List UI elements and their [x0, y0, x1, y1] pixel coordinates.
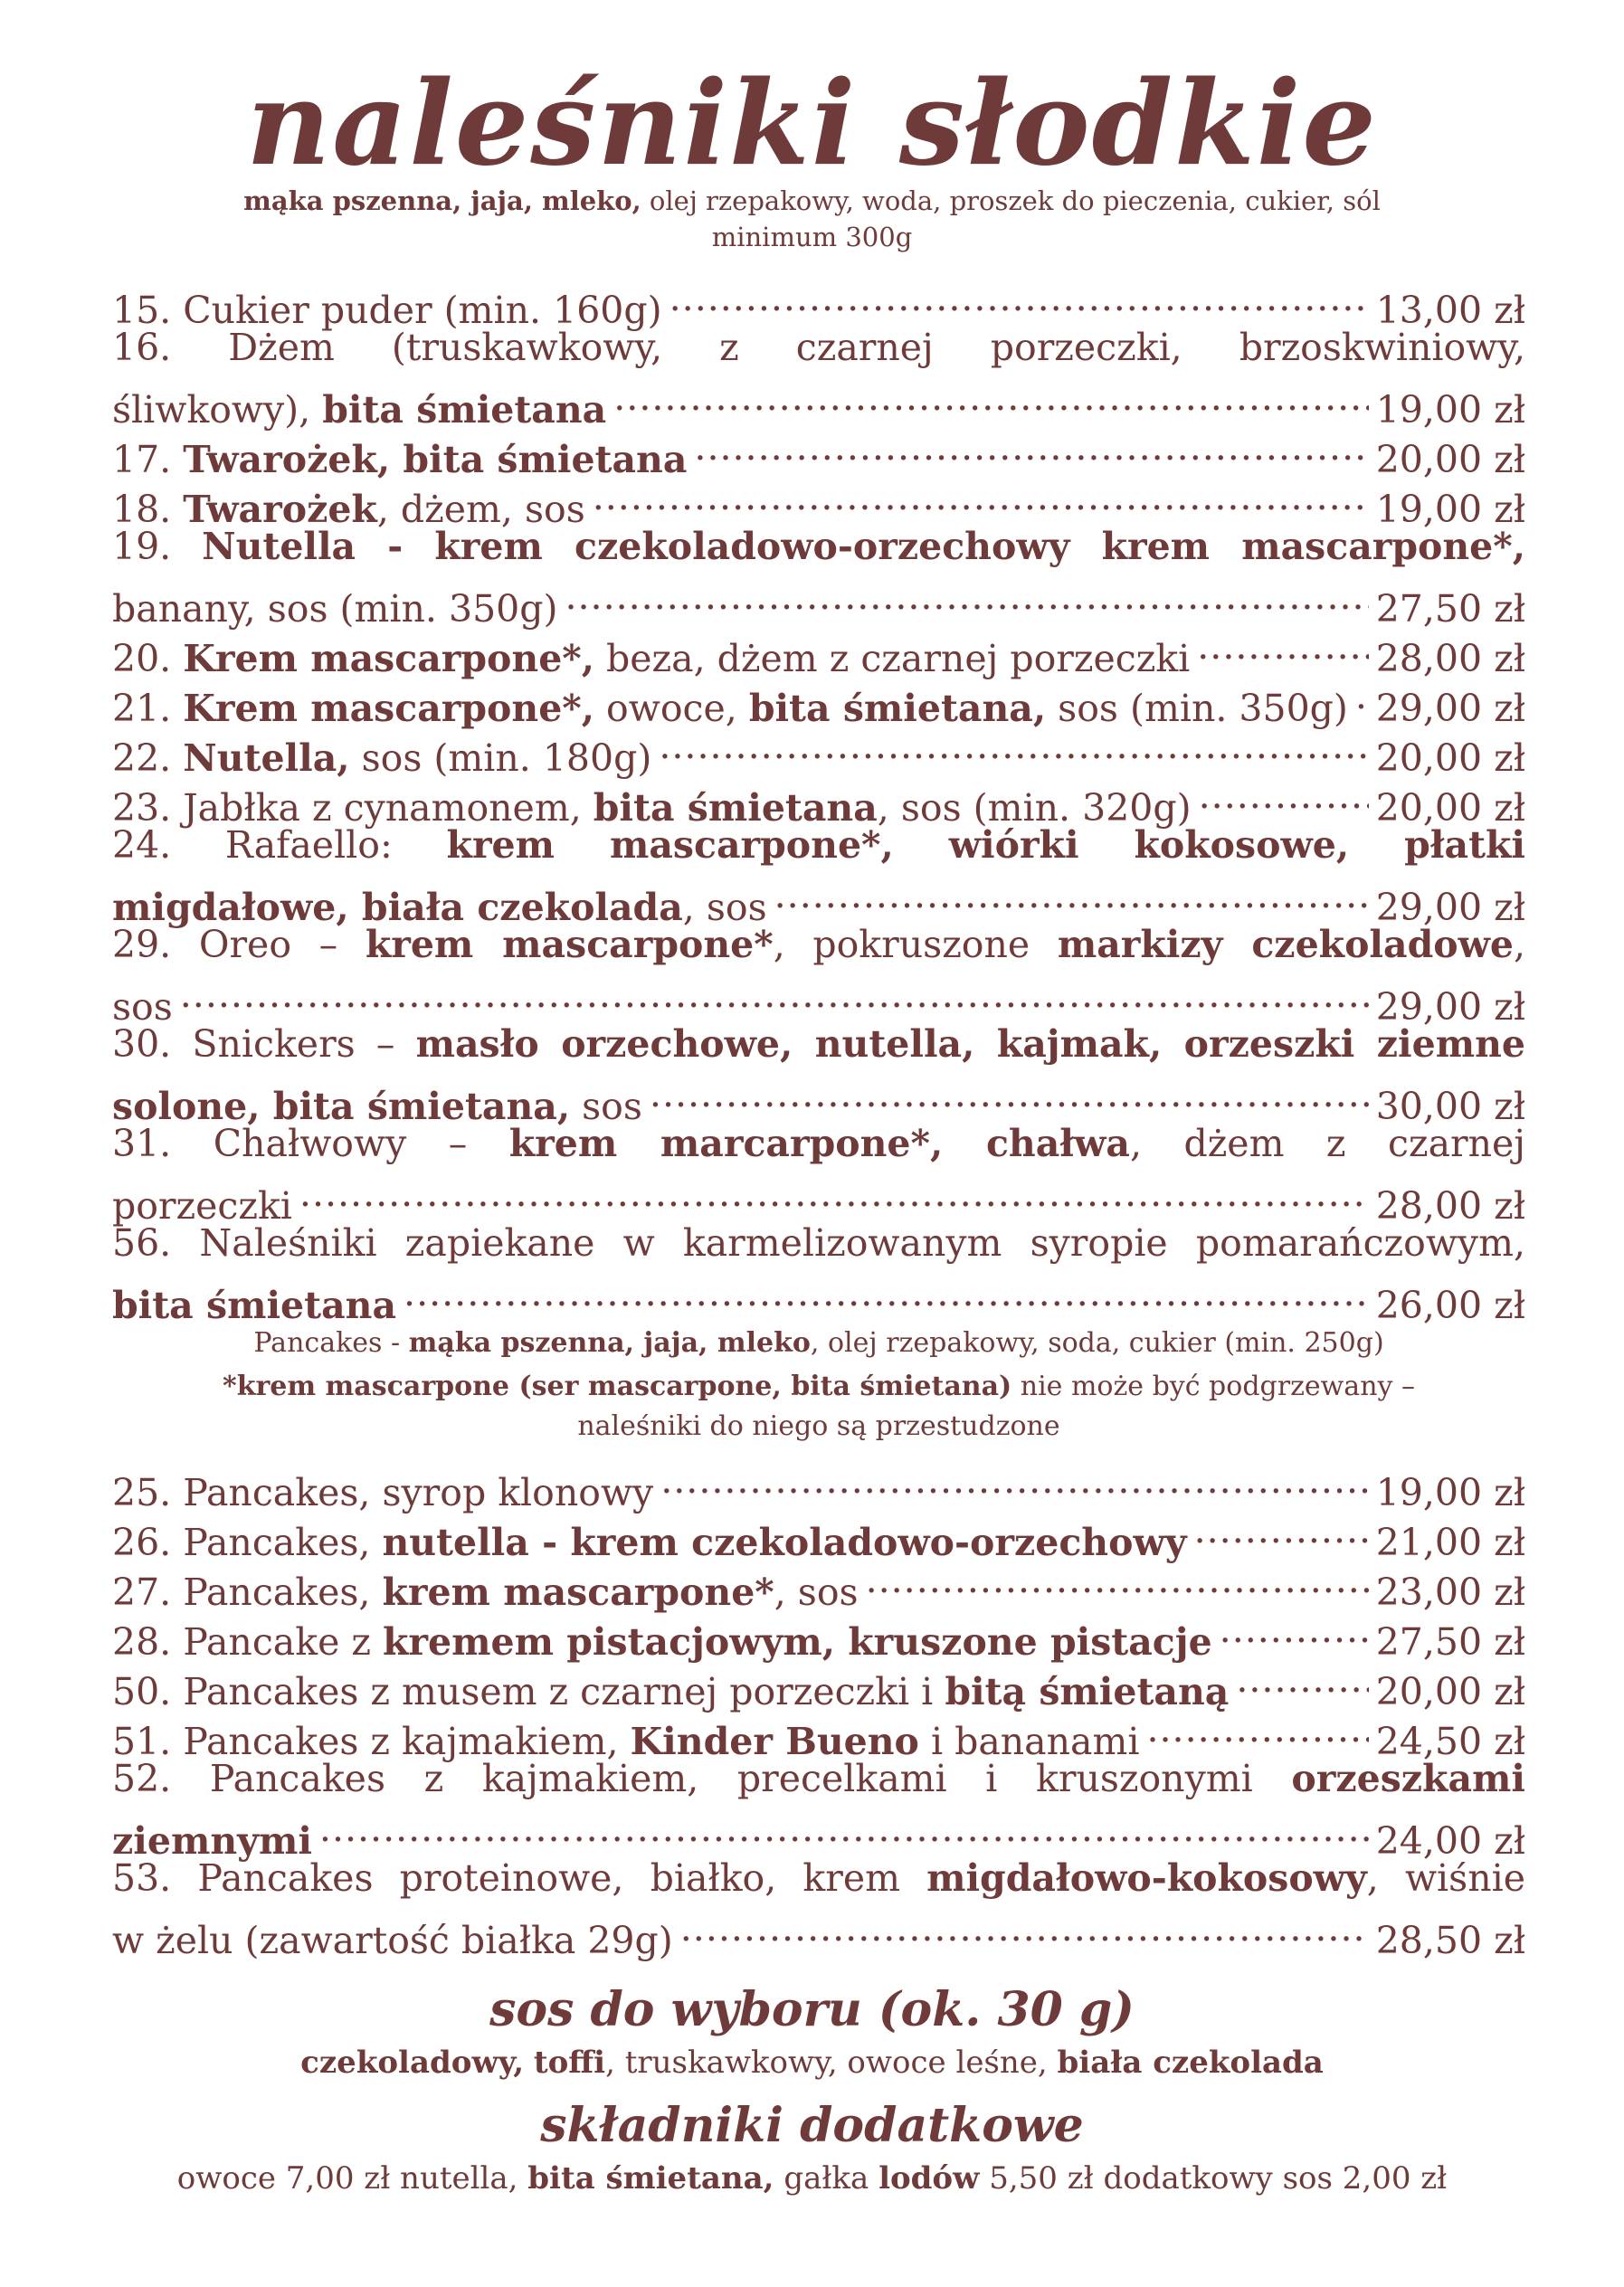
- menu-item-price: 20,00 zł: [1375, 1670, 1525, 1713]
- menu-item-text: 18. Twarożek, dżem, sos: [112, 488, 585, 531]
- dot-leader: [565, 572, 1368, 622]
- menu-item-text: 15. Cukier puder (min. 160g): [112, 289, 662, 332]
- dot-leader: [180, 970, 1369, 1020]
- menu-item-price: 20,00 zł: [1375, 736, 1525, 780]
- menu-item-line: [112, 1903, 1525, 1962]
- dot-leader: [680, 1903, 1369, 1953]
- menu-list: [112, 273, 1526, 1962]
- menu-item-price: 26,00 zł: [1375, 1284, 1525, 1327]
- menu-item-price: 29,00 zł: [1375, 886, 1525, 929]
- menu-item-text: 50. Pancakes z musem z czarnej porzeczki i bitą śmietaną: [112, 1670, 1230, 1713]
- menu-item-price: 28,00 zł: [1375, 1184, 1525, 1228]
- menu-item-price: 29,00 zł: [1375, 687, 1525, 730]
- menu-item: [112, 323, 1525, 432]
- menu-item-text: 19. Nutella - krem czekoladowo-orzechowy krem mascarpone*,: [112, 525, 1525, 568]
- menu-item-price: 29,00 zł: [1375, 985, 1525, 1029]
- menu-item-text: migdałowe, biała czekolada, sos: [112, 886, 767, 929]
- menu-item-price: 19,00 zł: [1375, 1471, 1525, 1514]
- menu-item-text: 26. Pancakes, nutella - krem czekoladowo-orzechowy: [112, 1521, 1187, 1564]
- dot-leader: [593, 472, 1369, 522]
- dot-leader: [613, 373, 1368, 422]
- dot-leader: [1146, 1704, 1368, 1754]
- menu-item-line: [112, 870, 1525, 929]
- menu-item-price: 20,00 zł: [1375, 438, 1525, 481]
- menu-item-text: sos: [112, 985, 173, 1029]
- dot-leader: [299, 1169, 1369, 1219]
- dot-leader: [1199, 771, 1369, 821]
- menu-item-text: 21. Krem mascarpone*, owoce, bita śmietana, sos (min. 350g): [112, 687, 1348, 730]
- menu-item-line: [112, 1456, 1525, 1514]
- menu-item-price: 24,50 zł: [1375, 1720, 1525, 1763]
- crepe-items: [112, 273, 1526, 1327]
- menu-item-line: [112, 572, 1525, 631]
- menu-item-text: ziemnymi: [112, 1819, 312, 1863]
- menu-item-price: 20,00 zł: [1375, 786, 1525, 830]
- menu-item: [112, 821, 1525, 929]
- crepe-ingredients: [0, 183, 1624, 255]
- dot-leader: [866, 1555, 1369, 1605]
- menu-item-text: 53. Pancakes proteinowe, białko, krem migdałowo-kokosowy, wiśnie: [112, 1856, 1525, 1900]
- dot-leader: [1236, 1655, 1368, 1704]
- menu-item: [112, 273, 1525, 332]
- menu-item-text: 31. Chałwowy – krem marcarpone*, chałwa, dżem z czarnej: [112, 1122, 1525, 1165]
- pancake-items: [112, 1456, 1525, 1962]
- menu-item-price: 27,50 zł: [1375, 587, 1525, 631]
- menu-item-price: 19,00 zł: [1375, 388, 1525, 432]
- extras-heading: składniki dodatkowe: [540, 2098, 1084, 2153]
- menu-item-price: 21,00 zł: [1375, 1521, 1525, 1564]
- dot-leader: [659, 721, 1368, 771]
- pancakes-ingredients-note: Pancakes - mąka pszenna, jaja, mleko, olej rzepakowy, soda, cukier (min. 250g): [253, 1327, 1384, 1359]
- menu-item: [112, 1219, 1525, 1327]
- dot-leader: [1197, 622, 1368, 671]
- menu-item-text: 25. Pancakes, syrop klonowy: [112, 1471, 654, 1514]
- menu-item-text: bita śmietana: [112, 1284, 397, 1327]
- dot-leader: [404, 1268, 1369, 1318]
- menu-item-text: 29. Oreo – krem mascarpone*, pokruszone markizy czekoladowe,: [112, 923, 1526, 966]
- dot-leader: [660, 1456, 1368, 1505]
- dot-leader: [650, 1069, 1369, 1119]
- menu-item: [112, 1754, 1525, 1863]
- menu-item-text: 23. Jabłka z cynamonem, bita śmietana, sos (min. 320g): [112, 786, 1192, 830]
- menu-item-line: [112, 1169, 1525, 1228]
- menu-item-line: [112, 1069, 1525, 1128]
- menu-item-text: porzeczki: [112, 1184, 292, 1228]
- page-title: naleśniki słodkie: [246, 56, 1378, 192]
- sauce-options: czekoladowy, toffi, truskawkowy, owoce leśne, biała czekolada: [300, 2045, 1324, 2081]
- menu-item-text: 17. Twarożek, bita śmietana: [112, 438, 688, 481]
- ingredients-bold: mąka pszenna, jaja, mleko,: [243, 185, 641, 216]
- dot-leader: [1355, 671, 1369, 721]
- menu-item: [112, 1119, 1525, 1228]
- menu-item: [112, 1020, 1525, 1128]
- menu-item-text: 51. Pancakes z kajmakiem, Kinder Bueno i bananami: [112, 1720, 1140, 1763]
- menu-item: [112, 522, 1525, 631]
- menu-item: [112, 920, 1526, 1029]
- menu-item-line: [112, 273, 1525, 332]
- menu-item-price: 13,00 zł: [1375, 289, 1525, 332]
- menu-item-text: banany, sos (min. 350g): [112, 587, 558, 631]
- ingredients-rest: olej rzepakowy, woda, proszek do pieczenia, cukier, sól: [641, 185, 1381, 216]
- menu-item-price: 30,00 zł: [1375, 1085, 1525, 1128]
- menu-item-price: 27,50 zł: [1375, 1620, 1525, 1664]
- menu-item-text: 30. Snickers – masło orzechowe, nutella, kajmak, orzeszki ziemne: [112, 1022, 1525, 1066]
- menu-item-text: 27. Pancakes, krem mascarpone*, sos: [112, 1571, 859, 1614]
- menu-item-text: 24. Rafaello: krem mascarpone*, wiórki kokosowe, płatki: [112, 823, 1525, 867]
- menu-item: [112, 1854, 1525, 1962]
- menu-item-text: w żelu (zawartość białka 29g): [112, 1919, 673, 1962]
- menu-item-line: [112, 1268, 1525, 1327]
- menu-item-price: 24,00 zł: [1375, 1819, 1525, 1863]
- menu-item-text: 52. Pancakes z kajmakiem, precelkami i kruszonymi orzeszkami: [112, 1757, 1525, 1800]
- dot-leader: [774, 870, 1369, 920]
- menu-item-text: 28. Pancake z kremem pistacjowym, kruszone pistacje: [112, 1620, 1212, 1664]
- menu-item-text: 20. Krem mascarpone*, beza, dżem z czarnej porzeczki: [112, 637, 1191, 680]
- sauce-heading: sos do wyboru (ok. 30 g): [489, 1982, 1135, 2037]
- dot-leader: [1220, 1605, 1369, 1655]
- menu-item-text: solone, bita śmietana, sos: [112, 1085, 642, 1128]
- menu-item-line: [112, 1804, 1525, 1863]
- menu-item-text: śliwkowy), bita śmietana: [112, 388, 607, 432]
- menu-item-line: [112, 373, 1525, 432]
- menu-item-text: 22. Nutella, sos (min. 180g): [112, 736, 652, 780]
- menu-item-price: 23,00 zł: [1375, 1571, 1525, 1614]
- menu-item-text: 56. Naleśniki zapiekane w karmelizowanym syropie pomarańczowym,: [112, 1221, 1525, 1265]
- menu-item-line: [112, 970, 1525, 1029]
- menu-item-price: 19,00 zł: [1375, 488, 1525, 531]
- menu-item: [112, 1456, 1525, 1514]
- menu-item-price: 28,50 zł: [1375, 1919, 1525, 1962]
- menu-item-price: 28,00 zł: [1375, 637, 1525, 680]
- menu-item-text: 16. Dżem (truskawkowy, z czarnej porzeczki, brzoskwiniowy,: [112, 326, 1525, 369]
- dot-leader: [694, 422, 1368, 472]
- extras-options: owoce 7,00 zł nutella, bita śmietana, gałka lodów 5,50 zł dodatkowy sos 2,00 zł: [176, 2160, 1448, 2197]
- dot-leader: [319, 1804, 1369, 1854]
- minimum-weight: minimum 300g: [711, 222, 913, 252]
- dot-leader: [1194, 1505, 1369, 1555]
- mascarpone-note: *krem mascarpone (ser mascarpone, bita śmietana) nie może być podgrzewany – naleśniki do niego są przestudzone: [223, 1371, 1415, 1442]
- dot-leader: [670, 273, 1369, 323]
